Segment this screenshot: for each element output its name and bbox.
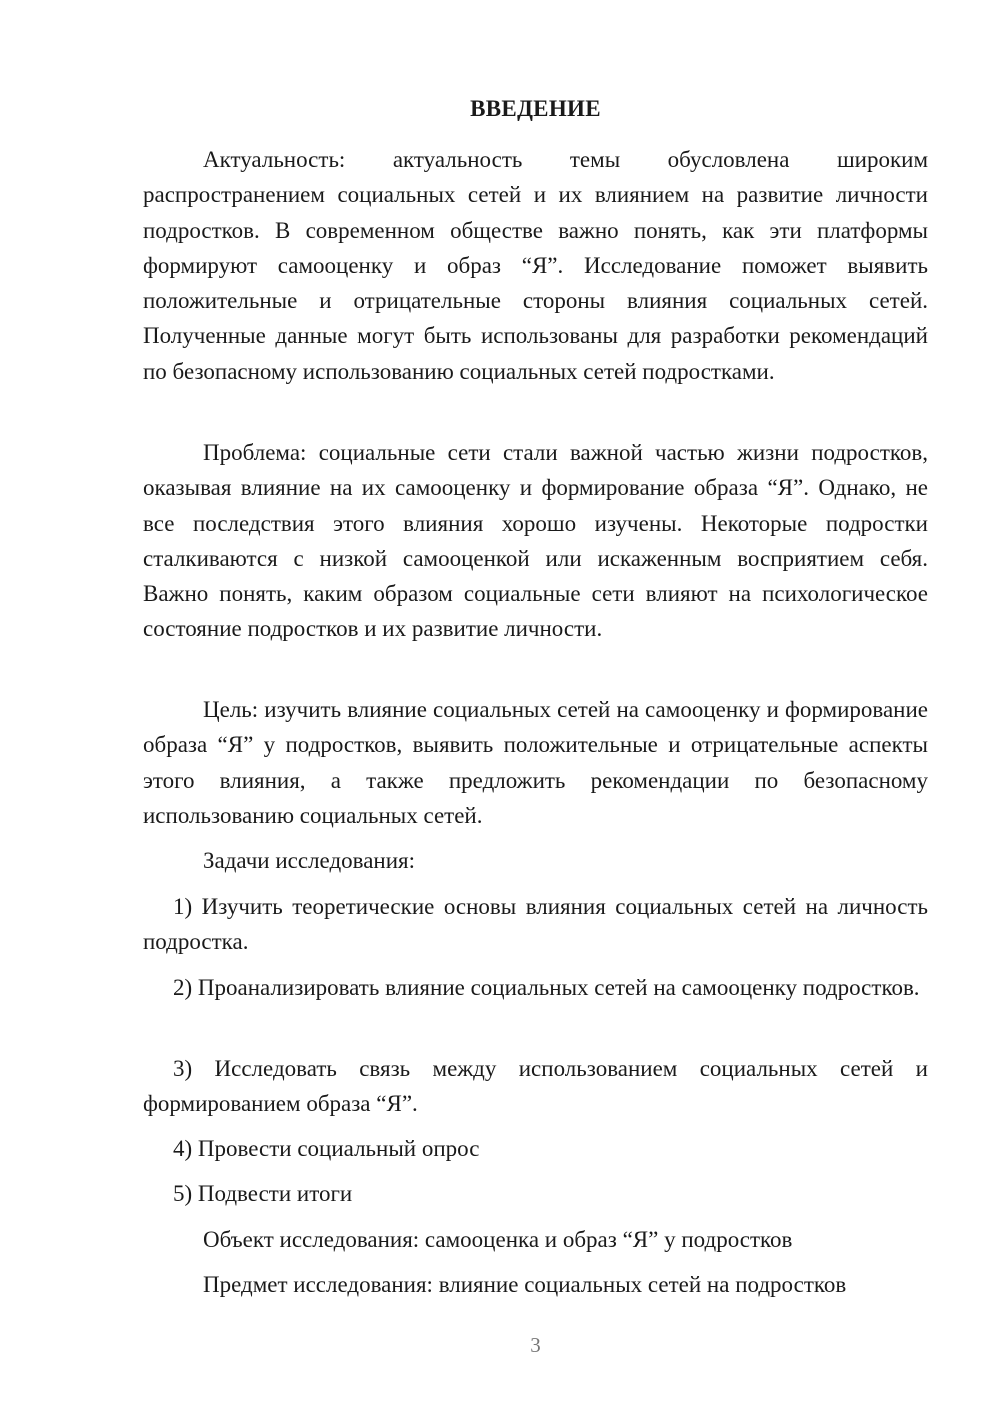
page-number: 3	[530, 1333, 541, 1357]
task-item-1: 1) Изучить теоретические основы влияния социальных сетей на личность подростка.	[143, 894, 928, 955]
tasks-heading: Задачи исследования:	[203, 848, 416, 873]
paragraph-goal: Цель: изучить влияние социальных сетей на самооценку и формирование образа “Я” у подростков, выявить положительные и отрицательные аспекты этого влияния, а также предложить рекомендации по безопасному использованию социальных сетей.	[143, 697, 928, 828]
paragraph-relevance: Актуальность: актуальность темы обусловлена широким распространением социальных сетей и их влиянием на развитие личности подростков. В современном обществе важно понять, как эти платформы формируют самооценку и образ “Я”. Исследование поможет выявить положительные и отрицательные стороны влияния социальных сетей. Полученные данные могут быть использованы для разработки рекомендаций по безопасному использованию социальных сетей подростками.	[143, 147, 928, 384]
task-item-2: 2) Проанализировать влияние социальных сетей на самооценку подростков.	[173, 975, 920, 1000]
task-item-5: 5) Подвести итоги	[173, 1181, 353, 1206]
research-subject: Предмет исследования: влияние социальных сетей на подростков	[203, 1272, 847, 1297]
page-title: ВВЕДЕНИЕ	[470, 96, 601, 121]
research-object: Объект исследования: самооценка и образ “Я” у подростков	[203, 1227, 793, 1252]
task-item-4: 4) Провести социальный опрос	[173, 1136, 480, 1161]
paragraph-problem: Проблема: социальные сети стали важной частью жизни подростков, оказывая влияние на их самооценку и формирование образа “Я”. Однако, не все последствия этого влияния хорошо изучены. Некоторые подростки сталкиваются с низкой самооценкой или искаженным восприятием себя. Важно понять, каким образом социальные сети влияют на психологическое состояние подростков и их развитие личности.	[143, 440, 928, 642]
task-item-3: 3) Исследовать связь между использованием социальных сетей и формированием образа “Я”.	[143, 1056, 928, 1117]
